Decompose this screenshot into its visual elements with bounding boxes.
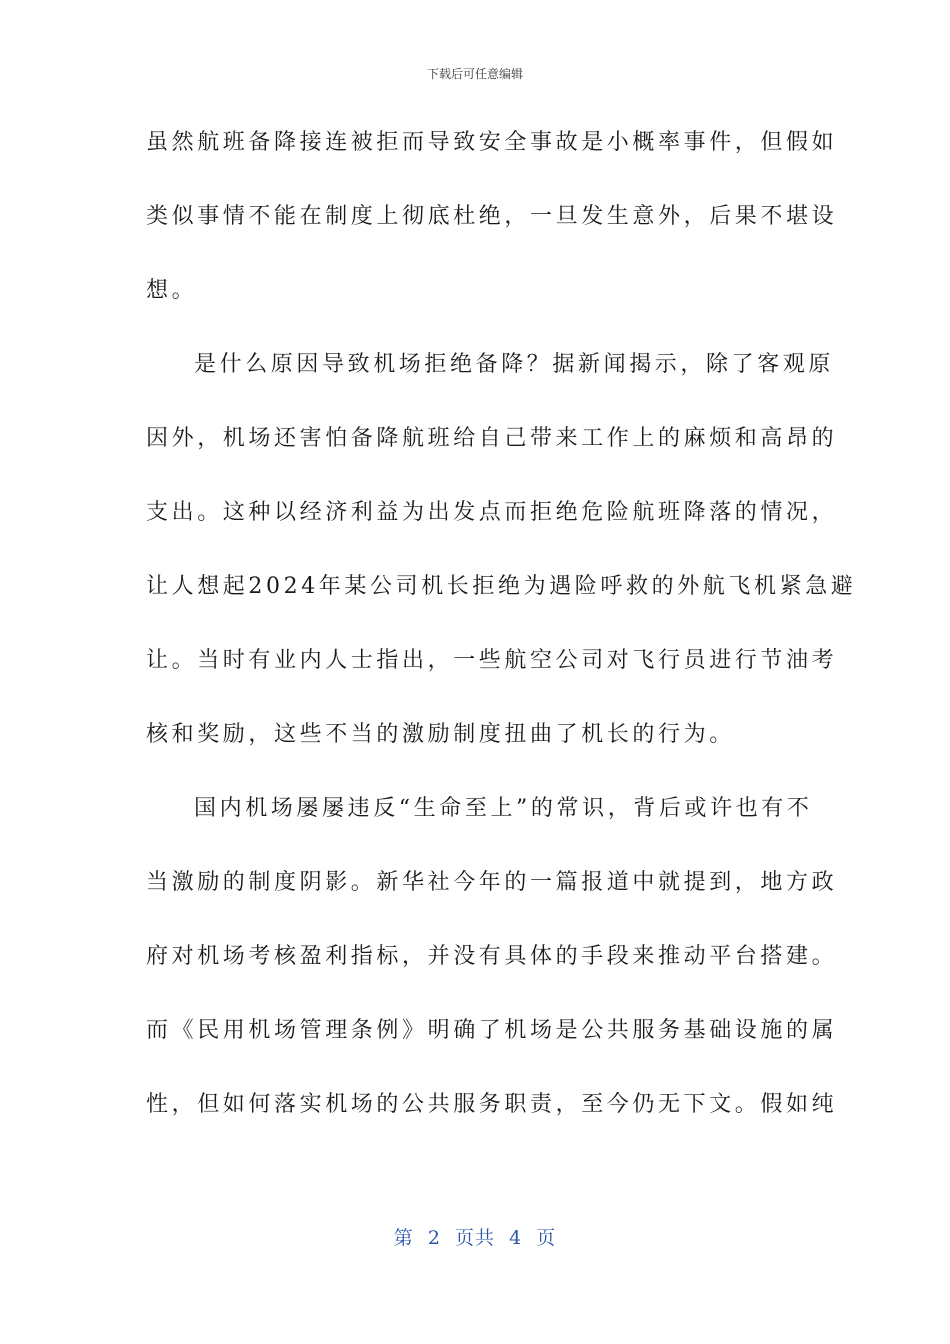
paragraph-3-line-1: 国内机场屡屡违反“生命至上”的常识，背后或许也有不	[194, 796, 813, 821]
paragraph-3-line-3: 府对机场考核盈利指标，并没有具体的手段来推动平台搭建。	[146, 944, 838, 969]
paragraph-2-line-4: 让人想起2024年某公司机长拒绝为遇险呼救的外航飞机紧急避	[146, 574, 857, 599]
paragraph-2-line-3: 支出。这种以经济利益为出发点而拒绝危险航班降落的情况，	[146, 500, 838, 525]
paragraph-2-line-2: 因外，机场还害怕备降航班给自己带来工作上的麻烦和高昂的	[146, 426, 838, 451]
paragraph-1-line-1: 虽然航班备降接连被拒而导致安全事故是小概率事件，但假如	[146, 130, 838, 155]
paragraph-2-line-6: 核和奖励，这些不当的激励制度扭曲了机长的行为。	[146, 722, 735, 747]
paragraph-3-line-2: 当激励的制度阴影。新华社今年的一篇报道中就提到，地方政	[146, 870, 838, 895]
paragraph-2-line-5: 让。当时有业内人士指出，一些航空公司对飞行员进行节油考	[146, 648, 838, 673]
paragraph-3-line-5: 性，但如何落实机场的公共服务职责，至今仍无下文。假如纯	[146, 1092, 838, 1117]
paragraph-2-line-1: 是什么原因导致机场拒绝备降？据新闻揭示，除了客观原	[194, 352, 835, 377]
page-header: 下载后可任意编辑	[426, 67, 523, 81]
paragraph-1-line-3: 想。	[146, 278, 198, 303]
page-number-footer: 第 2 页共 4 页	[393, 1227, 557, 1249]
document-body	[146, 123, 857, 1159]
paragraph-3-line-4: 而《民用机场管理条例》明确了机场是公共服务基础设施的属	[146, 1018, 838, 1043]
paragraph-1-line-2: 类似事情不能在制度上彻底杜绝，一旦发生意外，后果不堪设	[146, 204, 838, 229]
